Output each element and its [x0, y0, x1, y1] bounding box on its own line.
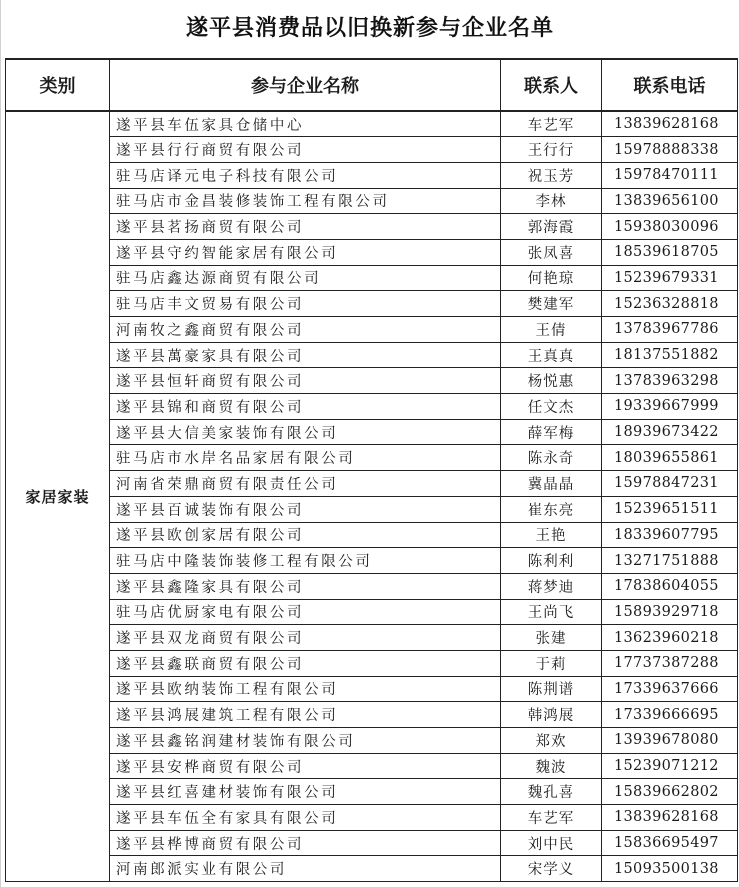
table-row [6, 830, 738, 856]
table-row [6, 856, 738, 882]
contact-phone-cell: 17339666695 [602, 702, 738, 728]
header-category: 类别 [6, 59, 110, 111]
table-row [6, 496, 738, 522]
contact-phone-cell: 15893929718 [602, 599, 738, 625]
contact-phone-cell: 18039655861 [602, 445, 738, 471]
table-row [6, 188, 738, 214]
contact-phone-cell: 15093500138 [602, 856, 738, 882]
table-row [6, 342, 738, 368]
company-name-cell: 河南郎派实业有限公司 [110, 856, 501, 882]
contact-person-cell: 郭海霞 [501, 214, 602, 240]
company-name-cell: 河南牧之鑫商贸有限公司 [110, 317, 501, 343]
contact-person-cell: 陈利利 [501, 548, 602, 574]
table-row [6, 522, 738, 548]
company-name-cell: 遂平县欧创家居有限公司 [110, 522, 501, 548]
table-row [6, 625, 738, 651]
contact-person-cell: 陈荆谱 [501, 676, 602, 702]
company-name-cell: 河南省荣鼎商贸有限责任公司 [110, 471, 501, 497]
contact-phone-cell: 13623960218 [602, 625, 738, 651]
contact-phone-cell: 15978470111 [602, 162, 738, 188]
table-row [6, 573, 738, 599]
header-contact: 联系人 [501, 59, 602, 111]
table-row [6, 291, 738, 317]
company-name-cell: 遂平县鑫联商贸有限公司 [110, 650, 501, 676]
table-row [6, 239, 738, 265]
company-name-cell: 遂平县鸿展建筑工程有限公司 [110, 702, 501, 728]
contact-phone-cell: 18339607795 [602, 522, 738, 548]
contact-phone-cell: 17838604055 [602, 573, 738, 599]
table-row [6, 599, 738, 625]
contact-person-cell: 崔东亮 [501, 496, 602, 522]
contact-person-cell: 车艺军 [501, 805, 602, 831]
contact-phone-cell: 15978847231 [602, 471, 738, 497]
contact-phone-cell: 15236328818 [602, 291, 738, 317]
category-cell: 家居家装 [6, 111, 110, 882]
contact-person-cell: 王艳 [501, 522, 602, 548]
contact-phone-cell: 17737387288 [602, 650, 738, 676]
contact-person-cell: 车艺军 [501, 111, 602, 137]
company-name-cell: 遂平县车伍全有家具有限公司 [110, 805, 501, 831]
contact-person-cell: 冀晶晶 [501, 471, 602, 497]
contact-phone-cell: 15239679331 [602, 265, 738, 291]
page-title: 遂平县消费品以旧换新参与企业名单 [185, 16, 554, 41]
table-row [6, 445, 738, 471]
contact-person-cell: 韩鸿展 [501, 702, 602, 728]
contact-phone-cell: 13271751888 [602, 548, 738, 574]
company-name-cell: 遂平县双龙商贸有限公司 [110, 625, 501, 651]
company-name-cell: 遂平县锦和商贸有限公司 [110, 394, 501, 420]
table-row [6, 753, 738, 779]
contact-person-cell: 刘中民 [501, 830, 602, 856]
company-name-cell: 驻马店市水岸名品家居有限公司 [110, 445, 501, 471]
contact-person-cell: 王行行 [501, 137, 602, 163]
company-name-cell: 驻马店优厨家电有限公司 [110, 599, 501, 625]
contact-phone-cell: 13839656100 [602, 188, 738, 214]
header-row [6, 59, 738, 111]
contact-person-cell: 祝玉芳 [501, 162, 602, 188]
contact-phone-cell: 15239651511 [602, 496, 738, 522]
table-row [6, 779, 738, 805]
contact-person-cell: 何艳琼 [501, 265, 602, 291]
company-name-cell: 遂平县鑫隆家具有限公司 [110, 573, 501, 599]
contact-person-cell: 樊建军 [501, 291, 602, 317]
company-name-cell: 遂平县欧纳装饰工程有限公司 [110, 676, 501, 702]
contact-phone-cell: 17339637666 [602, 676, 738, 702]
contact-phone-cell: 13783967786 [602, 317, 738, 343]
company-name-cell: 驻马店丰文贸易有限公司 [110, 291, 501, 317]
contact-phone-cell: 15839662802 [602, 779, 738, 805]
contact-phone-cell: 13939678080 [602, 728, 738, 754]
company-name-cell: 驻马店市金昌装修装饰工程有限公司 [110, 188, 501, 214]
company-name-cell: 遂平县安桦商贸有限公司 [110, 753, 501, 779]
contact-person-cell: 王真真 [501, 342, 602, 368]
table-row [6, 162, 738, 188]
contact-person-cell: 杨悦惠 [501, 368, 602, 394]
contact-phone-cell: 15938030096 [602, 214, 738, 240]
table-row [6, 702, 738, 728]
contact-phone-cell: 18939673422 [602, 419, 738, 445]
contact-person-cell: 李林 [501, 188, 602, 214]
table-row [6, 111, 738, 137]
company-name-cell: 遂平县桦博商贸有限公司 [110, 830, 501, 856]
company-name-cell: 遂平县茗扬商贸有限公司 [110, 214, 501, 240]
company-name-cell: 遂平县百诚装饰有限公司 [110, 496, 501, 522]
company-name-cell: 遂平县萬豪家具有限公司 [110, 342, 501, 368]
contact-phone-cell: 13783963298 [602, 368, 738, 394]
contact-phone-cell: 18137551882 [602, 342, 738, 368]
table-row [6, 650, 738, 676]
table-row [6, 419, 738, 445]
company-name-cell: 遂平县守约智能家居有限公司 [110, 239, 501, 265]
contact-person-cell: 宋学义 [501, 856, 602, 882]
table-row [6, 394, 738, 420]
contact-person-cell: 于莉 [501, 650, 602, 676]
table-row [6, 548, 738, 574]
contact-phone-cell: 19339667999 [602, 394, 738, 420]
contact-phone-cell: 13839628168 [602, 805, 738, 831]
contact-person-cell: 薛军梅 [501, 419, 602, 445]
contact-person-cell: 郑欢 [501, 728, 602, 754]
contact-person-cell: 任文杰 [501, 394, 602, 420]
company-name-cell: 遂平县恒轩商贸有限公司 [110, 368, 501, 394]
table-row [6, 214, 738, 240]
company-name-cell: 遂平县行行商贸有限公司 [110, 137, 501, 163]
contact-person-cell: 张凤喜 [501, 239, 602, 265]
header-company: 参与企业名称 [110, 59, 501, 111]
contact-person-cell: 蒋梦迪 [501, 573, 602, 599]
contact-person-cell: 陈永奇 [501, 445, 602, 471]
company-name-cell: 驻马店译元电子科技有限公司 [110, 162, 501, 188]
contact-person-cell: 王尚飞 [501, 599, 602, 625]
table-row [6, 728, 738, 754]
company-name-cell: 驻马店中隆装饰装修工程有限公司 [110, 548, 501, 574]
company-name-cell: 遂平县车伍家具仓储中心 [110, 111, 501, 137]
table-row [6, 805, 738, 831]
contact-person-cell: 王倩 [501, 317, 602, 343]
contact-phone-cell: 18539618705 [602, 239, 738, 265]
table-row [6, 265, 738, 291]
contact-phone-cell: 15239071212 [602, 753, 738, 779]
contact-phone-cell: 15978888338 [602, 137, 738, 163]
contact-phone-cell: 13839628168 [602, 111, 738, 137]
enterprise-table [5, 58, 738, 882]
contact-person-cell: 魏波 [501, 753, 602, 779]
company-name-cell: 遂平县鑫铭润建材装饰有限公司 [110, 728, 501, 754]
table-row [6, 676, 738, 702]
table-row [6, 471, 738, 497]
contact-phone-cell: 15836695497 [602, 830, 738, 856]
company-name-cell: 遂平县大信美家装饰有限公司 [110, 419, 501, 445]
table-body [6, 111, 738, 882]
contact-person-cell: 魏孔喜 [501, 779, 602, 805]
table-row [6, 317, 738, 343]
table-row [6, 137, 738, 163]
table-row [6, 368, 738, 394]
contact-person-cell: 张建 [501, 625, 602, 651]
header-phone: 联系电话 [602, 59, 738, 111]
company-name-cell: 遂平县红喜建材装饰有限公司 [110, 779, 501, 805]
company-name-cell: 驻马店鑫达源商贸有限公司 [110, 265, 501, 291]
table-header [6, 59, 738, 111]
